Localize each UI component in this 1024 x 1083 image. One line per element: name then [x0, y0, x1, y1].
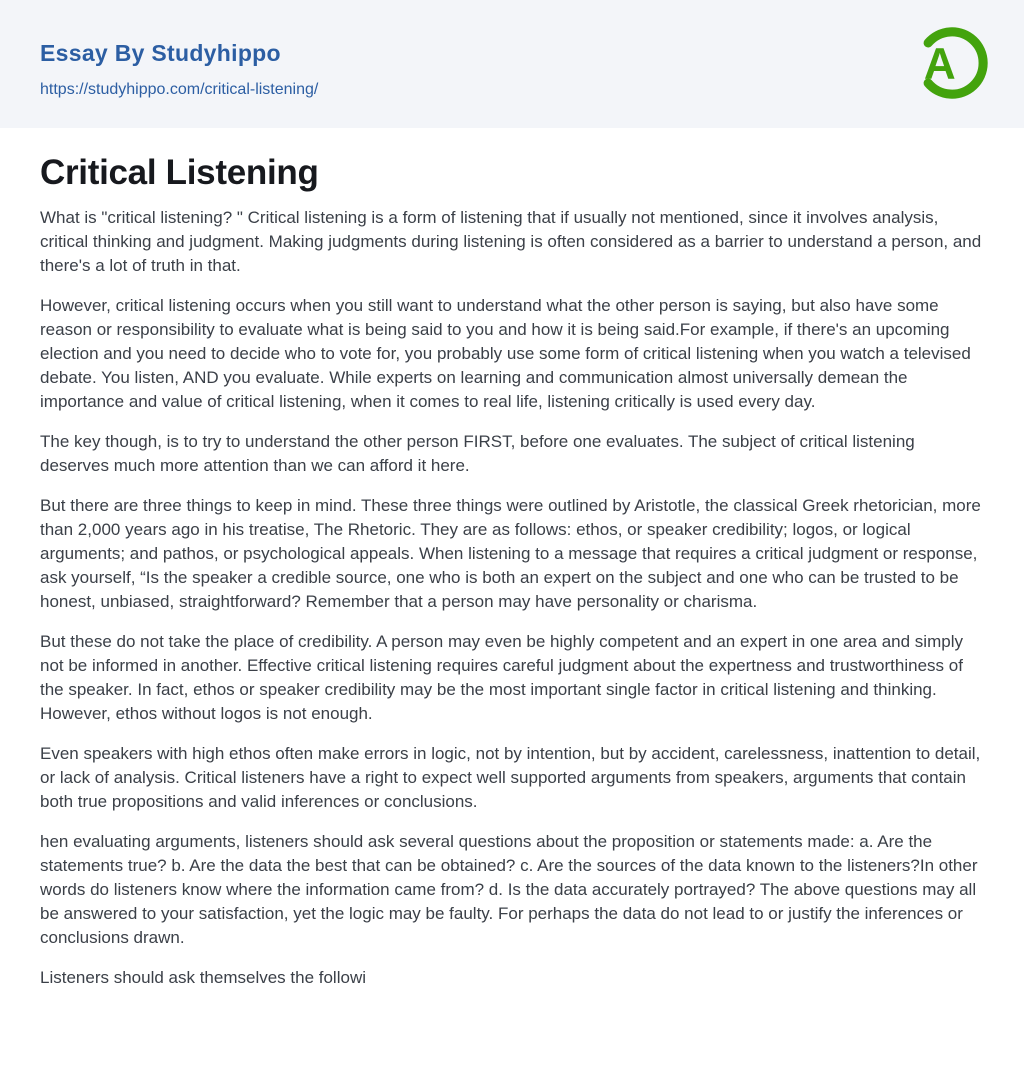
paragraph-3: The key though, is to try to understand the other person FIRST, before one evaluates. The subject of critical listening deserves much more attention than we can afford it here. — [40, 432, 915, 475]
studyhippo-logo — [914, 25, 990, 101]
paragraph-5: But these do not take the place of credibility. A person may even be highly competent and an expert in one area and simply not be informed in another. Effective critical listening requires careful judgment about the expertness and trustworthiness of the speaker. In fact, ethos or speaker credibility may be the most important single factor in critical listening and thinking. However, ethos without logos is not enough. — [40, 632, 963, 723]
header-text-block — [40, 40, 318, 99]
paragraph-4: But there are three things to keep in mind. These three things were outlined by Aristotle, the classical Greek rhetorician, more than 2,000 years ago in his treatise, The Rhetoric. They are as follows: ethos, or speaker credibility; logos, or logical arguments; and pathos, or psychological appeals. When listening to a message that requires a critical judgment or response, ask yourself, “Is the speaker a credible source, one who is both an expert on the subject and one who can be trusted to be honest, unbiased, straightforward? Remember that a person may have personality or charisma. — [40, 496, 981, 611]
studyhippo-a-ring-icon — [914, 25, 990, 101]
paragraph-2: However, critical listening occurs when you still want to understand what the other person is saying, but also have some reason or responsibility to evaluate what is being said to you and how it is being said.For example, if there's an upcoming election and you need to decide who to vote for, you probably use some form of critical listening when you watch a televised debate. You listen, AND you evaluate. While experts on learning and communication almost universally demean the importance and value of critical listening, when it comes to real life, listening critically is used every day. — [40, 296, 971, 411]
article — [0, 152, 1024, 1036]
paragraph-8-truncated: Listeners should ask themselves the followi — [40, 968, 366, 987]
logo-letter: A — [923, 39, 956, 89]
source-url-link[interactable]: https://studyhippo.com/critical-listening/ — [40, 80, 319, 98]
paragraph-1: What is "critical listening? " Critical listening is a form of listening that if usually not mentioned, since it involves analysis, critical thinking and judgment. Making judgments during listening is often considered as a barrier to understand a person, and there's a lot of truth in that. — [40, 208, 982, 275]
paragraph-7: hen evaluating arguments, listeners should ask several questions about the proposition or statements made: a. Are the statements true? b. Are the data the best that can be obtained? c. Are the sources of the data known to the listeners?In other words do listeners know where the information came from? d. Is the data accurately portrayed? The above questions may all be answered to your satisfaction, yet the logic may be faulty. For perhaps the data do not lead to or justify the inferences or conclusions drawn. — [40, 832, 978, 947]
header — [0, 0, 1024, 128]
article-title: Critical Listening — [40, 153, 319, 192]
paragraph-6: Even speakers with high ethos often make errors in logic, not by intention, but by accident, carelessness, inattention to detail, or lack of analysis. Critical listeners have a right to expect well supported arguments from speakers, arguments that contain both true propositions and valid inferences or conclusions. — [40, 744, 981, 811]
brand-title: Essay By Studyhippo — [40, 40, 281, 66]
